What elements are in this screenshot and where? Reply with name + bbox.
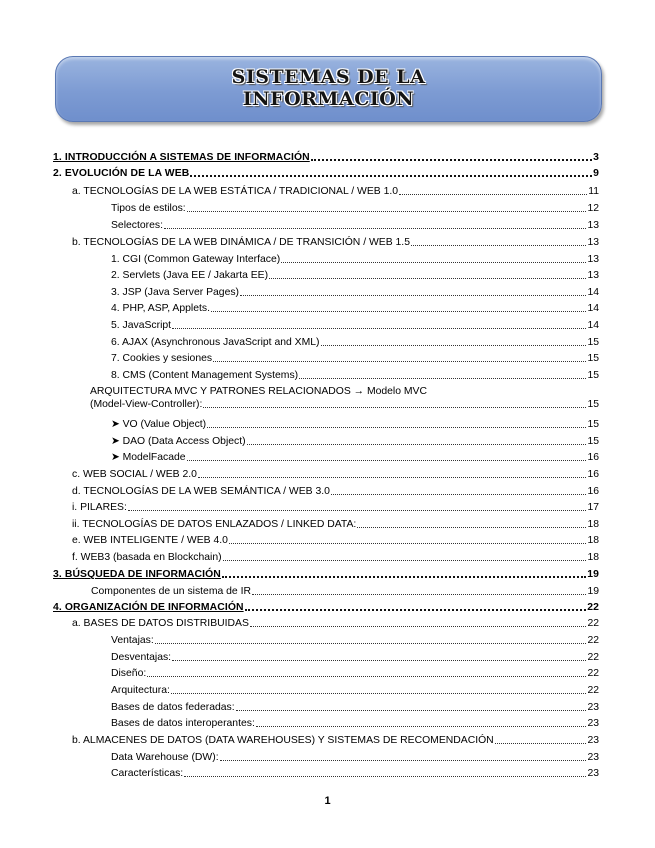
toc-entry[interactable]: Bases de datos federadas: 23 [111,702,599,713]
toc-entry[interactable]: Desventajas: 22 [111,652,599,663]
toc-entry[interactable]: 2. EVOLUCIÓN DE LA WEB 9 [53,168,599,179]
toc-entry[interactable]: 1. INTRODUCCIÓN A SISTEMAS DE INFORMACIÓN 3 [53,152,599,163]
toc-entry[interactable]: Diseño: 22 [111,668,599,679]
toc-entry[interactable]: 2. Servlets (Java EE / Jakarta EE) 13 [111,270,599,281]
toc-entry[interactable]: a. BASES DE DATOS DISTRIBUIDAS 22 [72,618,599,629]
toc-entry[interactable]: Data Warehouse (DW): 23 [111,752,599,763]
title-banner [55,56,602,122]
toc-entry[interactable]: Arquitectura: 22 [111,685,599,696]
toc-entry[interactable]: Características: 23 [111,768,599,779]
page-number: 1 [324,795,331,807]
toc-entry-mvc[interactable]: ARQUITECTURA MVC Y PATRONES RELACIONADOS → Modelo MVC (Model-View-Controller): 15 [90,386,599,410]
toc-entry[interactable]: Tipos de estilos: 12 [111,203,599,214]
toc-entry[interactable]: ➤ DAO (Data Access Object) 15 [111,436,599,447]
toc-entry[interactable]: c. WEB SOCIAL / WEB 2.0 16 [72,469,599,480]
toc-entry[interactable]: Componentes de un sistema de IR 19 [91,586,599,597]
toc-entry[interactable]: b. TECNOLOGÍAS DE LA WEB DINÁMICA / DE TRANSICIÓN / WEB 1.5 13 [72,237,599,248]
toc-entry[interactable]: ➤ ModelFacade 16 [111,452,599,463]
toc-entry[interactable]: 6. AJAX (Asynchronous JavaScript and XML) 15 [111,337,599,348]
toc-entry[interactable]: a. TECNOLOGÍAS DE LA WEB ESTÁTICA / TRADICIONAL / WEB 1.0 11 [72,186,599,197]
toc-entry[interactable]: ii. TECNOLOGÍAS DE DATOS ENLAZADOS / LINKED DATA: 18 [72,519,599,530]
toc-entry[interactable]: d. TECNOLOGÍAS DE LA WEB SEMÁNTICA / WEB 3.0 16 [72,486,599,497]
toc-entry[interactable]: ➤ VO (Value Object) 15 [111,419,599,430]
toc-entry[interactable]: 8. CMS (Content Management Systems) 15 [111,370,599,381]
title-line-1: SISTEMAS DE LA [231,66,426,88]
toc-entry[interactable]: 4. PHP, ASP, Applets. 14 [111,303,599,314]
title-line-2: INFORMACIÓN [242,88,415,110]
toc-entry[interactable]: 1. CGI (Common Gateway Interface) 13 [111,254,599,265]
toc-entry[interactable]: 3. BÚSQUEDA DE INFORMACIÓN 19 [53,569,599,580]
toc-entry[interactable]: 4. ORGANIZACIÓN DE INFORMACIÓN 22 [53,602,599,613]
toc-entry[interactable]: b. ALMACENES DE DATOS (DATA WAREHOUSES) Y SISTEMAS DE RECOMENDACIÓN 23 [72,735,599,746]
toc-entry[interactable]: e. WEB INTELIGENTE / WEB 4.0 18 [72,535,599,546]
toc-entry[interactable]: i. PILARES: 17 [72,502,599,513]
toc-entry[interactable]: 7. Cookies y sesiones 15 [111,353,599,364]
toc-entry[interactable]: Selectores: 13 [111,220,599,231]
toc-entry[interactable]: Ventajas: 22 [111,635,599,646]
toc-entry[interactable]: f. WEB3 (basada en Blockchain) 18 [72,552,599,563]
toc-entry[interactable]: 3. JSP (Java Server Pages) 14 [111,287,599,298]
toc-entry[interactable]: Bases de datos interoperantes: 23 [111,718,599,729]
toc-entry[interactable]: 5. JavaScript 14 [111,320,599,331]
